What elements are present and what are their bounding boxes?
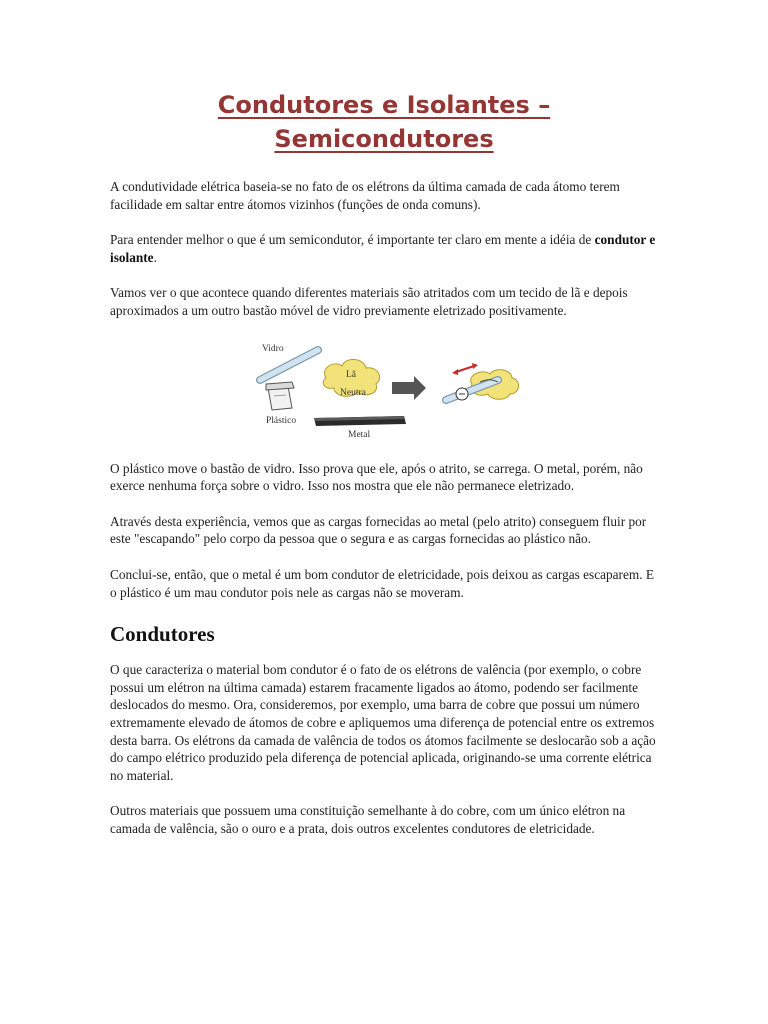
experiment-illustration <box>248 338 548 446</box>
body-paragraph-2: Através desta experiência, vemos que as cargas fornecidas ao metal (pelo atrito) conseguem fluir por este "escapando" pelo corpo da pessoa que o segura e as cargas fornecidas ao plástico não. <box>110 513 647 547</box>
result-image <box>446 363 519 400</box>
section-paragraph-1: O que caracteriza o material bom condutor é o fato de os elétrons de valência (por exemplo, o cobre possui um elétron na última camada) estarem fracamente ligados ao átomo, podendo ser facilmente deslocados do mesmo. Ora, consideremos, por exemplo, uma barra de cobre que possui um número extremamente elevado de átomos de cobre e apliquemos uma diferença de potencial entre os extremos desta barra. Os elétrons da camada de valência de todos os átomos facilmente se deslocarão sob a ação do campo elétrico produzido pela diferença de potencial aplicada, originando-se uma corrente elétrica no material. <box>110 662 656 783</box>
right-arrow-icon <box>392 376 426 400</box>
plastic-object-image <box>266 382 294 410</box>
body-paragraph-3: Conclui-se, então, que o metal é um bom condutor de eletricidade, pois deixou as cargas escaparem. E o plástico é um mau condutor pois nele as cargas não se moveram. <box>110 566 655 600</box>
intro-paragraph-2 <box>110 231 662 266</box>
metal-bar-image <box>314 416 406 426</box>
label-plastico: Plástico <box>266 415 297 426</box>
body-paragraph-1: O plástico move o bastão de vidro. Isso prova que ele, após o atrito, se carrega. O metal, porém, não exerce nenhuma força sobre o vidro. Isso nos mostra que ele não permanece eletrizado. <box>110 460 643 494</box>
section-heading: Condutores <box>110 622 215 647</box>
document-body <box>110 178 662 855</box>
glass-rod-image <box>260 350 318 380</box>
intro-paragraph-1: A condutividade elétrica baseia-se no fato de os elétrons da última camada de cada átomo terem facilidade em saltar entre átomos vizinhos (funções de onda comuns). <box>110 179 620 212</box>
intro-paragraph-2-bold: condutor e isolante <box>110 232 656 265</box>
intro-paragraph-2-end: . <box>153 249 157 265</box>
section-paragraph-2: Outros materiais que possuem uma constituição semelhante à do cobre, com um único elétron na camada de valência, são o ouro e a prata, dois outros excelentes condutores de eletricidade. <box>110 803 626 836</box>
title-line-2: Semicondutores <box>274 125 494 153</box>
experiment-illustration-svg <box>248 338 548 446</box>
label-metal: Metal <box>348 429 371 440</box>
intro-paragraph-2-text: Para entender melhor o que é um semicondutor, é importante ter claro em mente a idéia de <box>110 232 595 248</box>
title-line-1: Condutores e Isolantes – <box>217 91 551 119</box>
glass-rod-fill <box>260 350 318 380</box>
motion-arrow-icon <box>456 366 474 372</box>
label-vidro: Vidro <box>262 343 284 354</box>
page-title <box>0 88 768 156</box>
intro-paragraph-3: Vamos ver o que acontece quando diferentes materiais são atritados com um tecido de lã e depois aproximados a um outro bastão móvel de vidro previamente eletrizado positivamente. <box>110 285 628 318</box>
label-neutra: Neutra <box>340 387 366 398</box>
label-la: Lã <box>346 369 357 380</box>
